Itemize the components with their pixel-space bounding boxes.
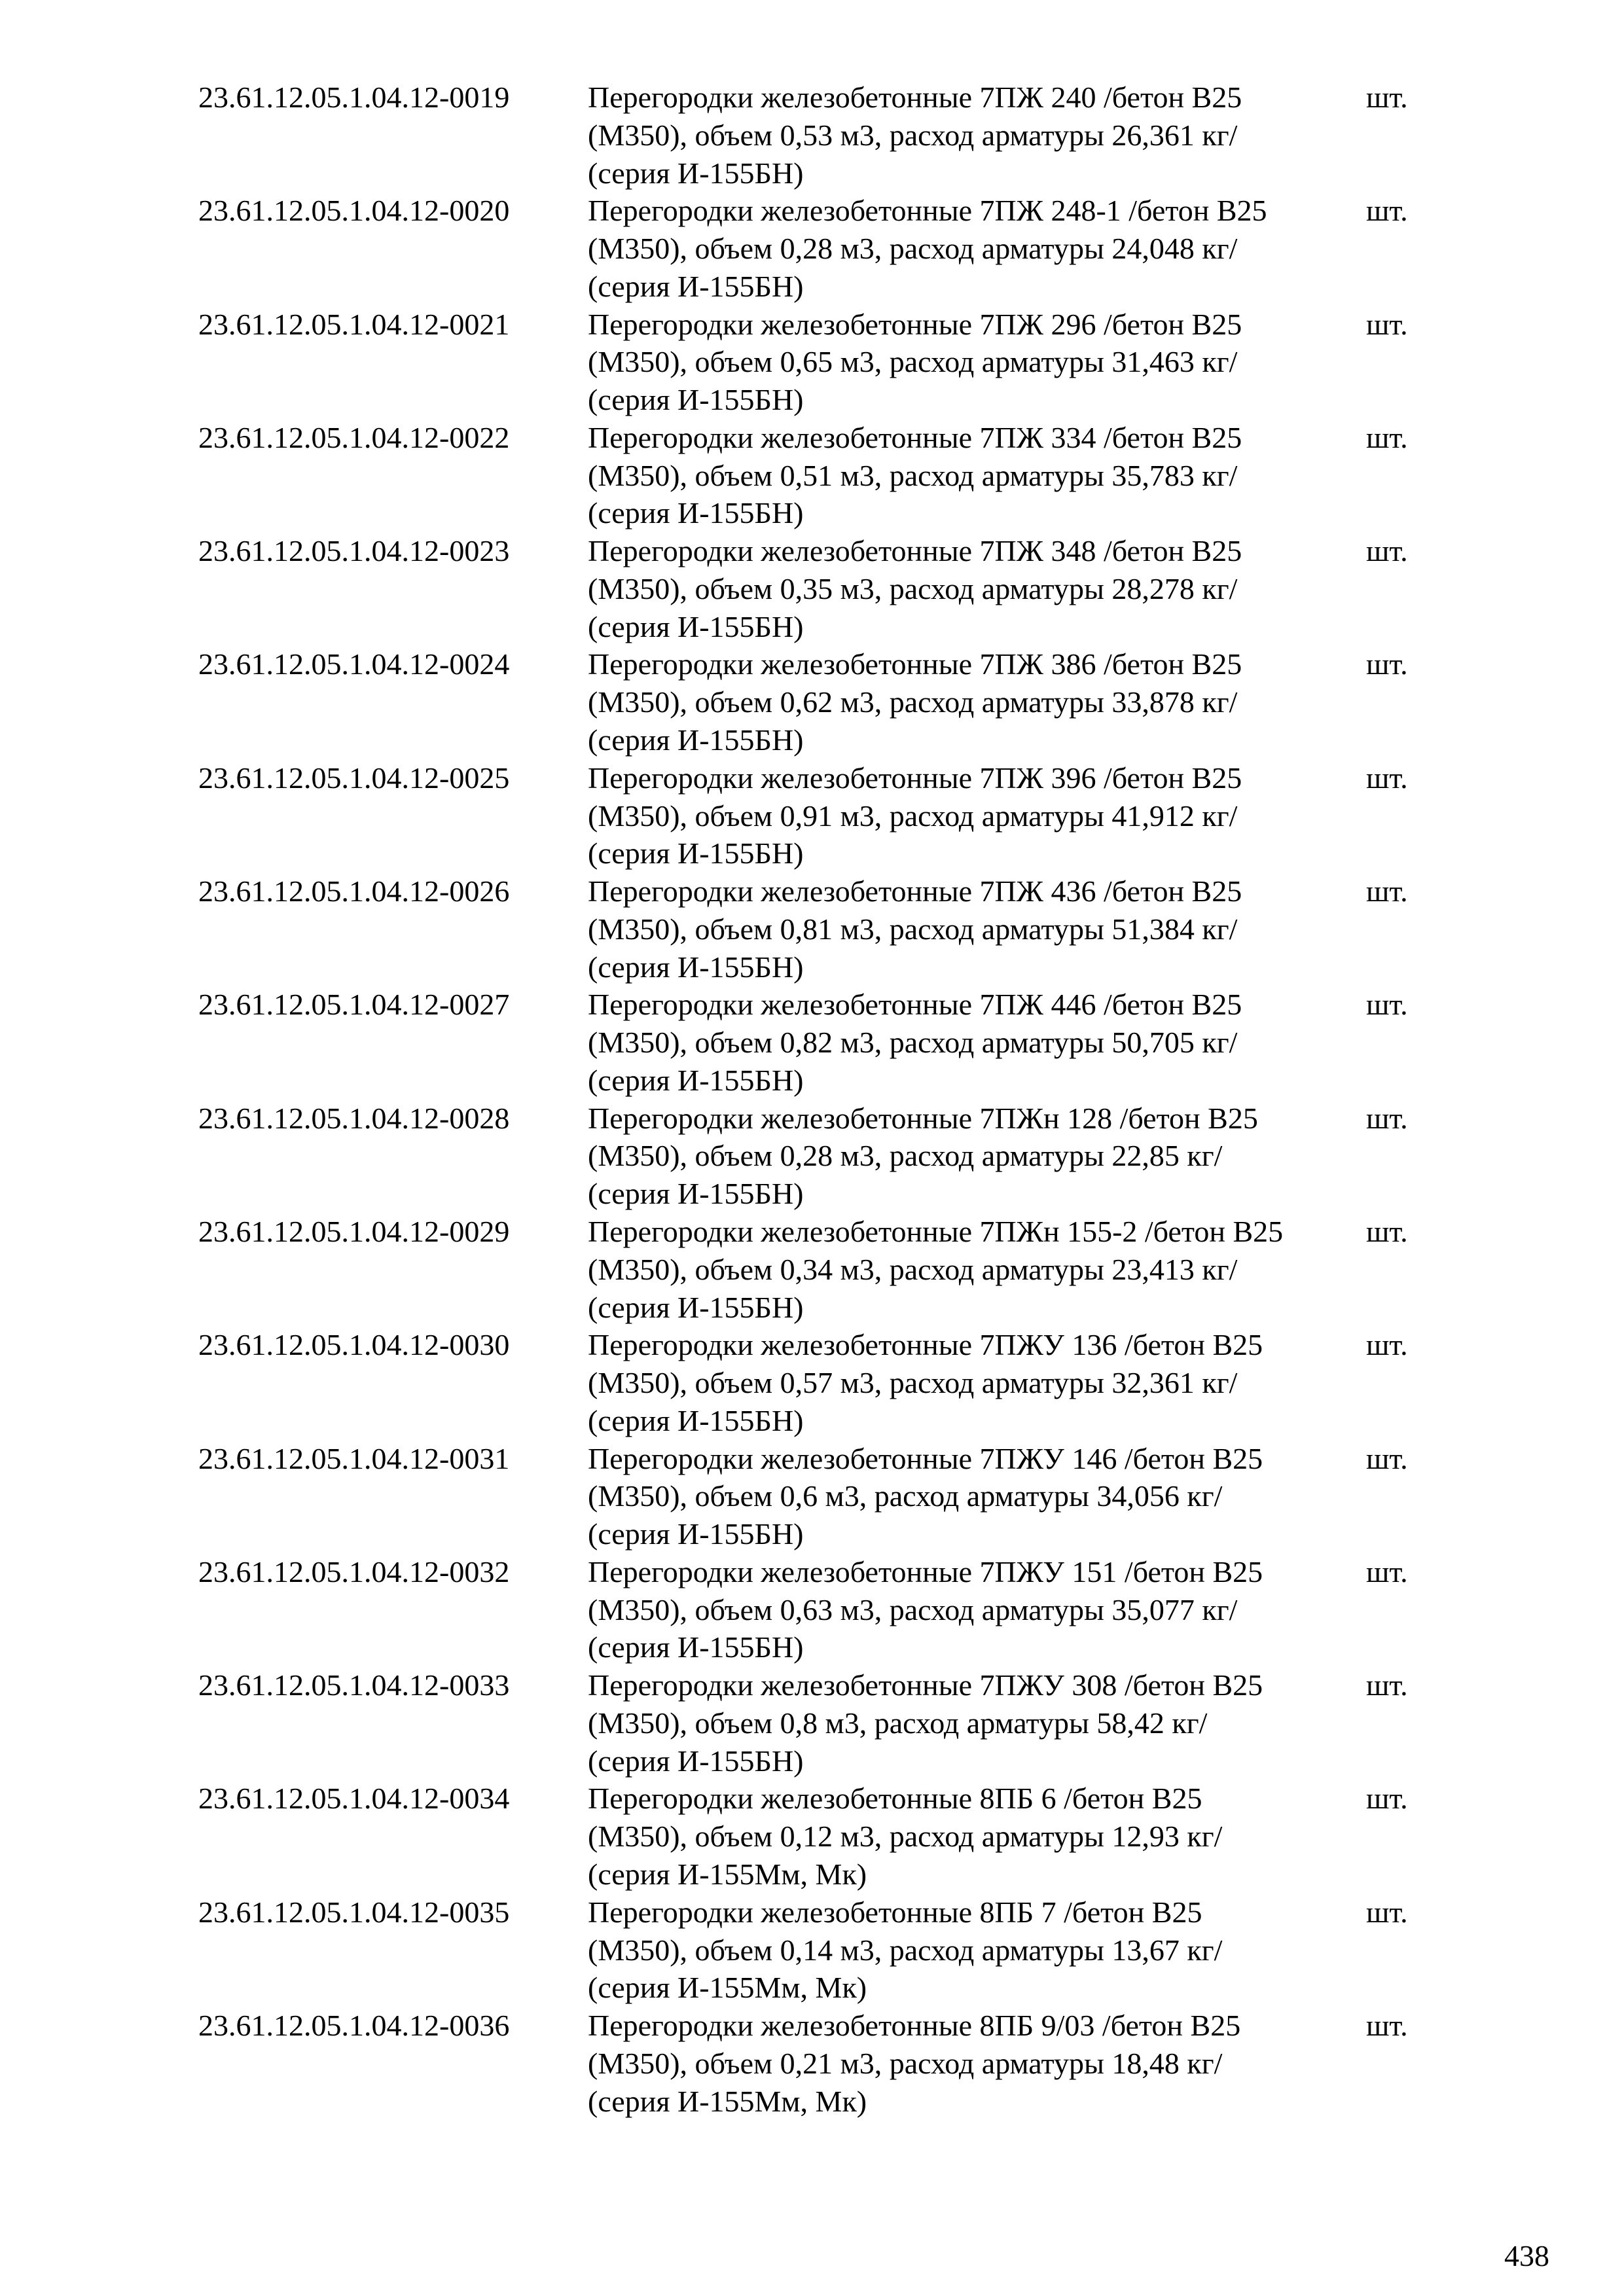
item-name [588, 532, 1242, 645]
page-number: 438 [1504, 2239, 1549, 2272]
item-unit: шт. [1366, 761, 1408, 795]
item-name-line: Перегородки железобетонные 7ПЖ 396 /бетон В25 [588, 761, 1242, 795]
item-name-line: Перегородки железобетонные 7ПЖ 436 /бетон В25 [588, 874, 1242, 908]
list-item [0, 306, 1624, 419]
item-name-line: (М350), объем 0,14 м3, расход арматуры 13,67 кг/ [588, 1933, 1223, 1967]
list-item [0, 192, 1624, 305]
list-item [0, 1553, 1624, 1666]
list-item [0, 1326, 1624, 1439]
item-unit: шт. [1366, 1101, 1408, 1135]
item-name [588, 759, 1242, 872]
item-name-line: (серия И-155БН) [588, 609, 804, 643]
item-unit: шт. [1366, 874, 1408, 908]
item-name [588, 986, 1242, 1099]
item-code: 23.61.12.05.1.04.12-0022 [198, 420, 510, 454]
item-name-line: (М350), объем 0,81 м3, расход арматуры 51,384 кг/ [588, 912, 1238, 946]
item-name-line: (серия И-155БН) [588, 496, 804, 530]
item-name [588, 872, 1242, 986]
item-code: 23.61.12.05.1.04.12-0021 [198, 307, 510, 341]
item-name-line: (М350), объем 0,6 м3, расход арматуры 34,056 кг/ [588, 1479, 1223, 1513]
item-name-line: (М350), объем 0,65 м3, расход арматуры 31,463 кг/ [588, 345, 1238, 379]
list-item [0, 419, 1624, 532]
list-item [0, 986, 1624, 1099]
item-name-line: (М350), объем 0,62 м3, расход арматуры 33,878 кг/ [588, 685, 1238, 719]
item-name [588, 1440, 1263, 1553]
item-name [588, 1893, 1222, 2007]
list-item [0, 872, 1624, 986]
item-unit: шт. [1366, 988, 1408, 1022]
item-name-line: (серия И-155БН) [588, 1177, 804, 1211]
item-name-line: (М350), объем 0,28 м3, расход арматуры 24,048 кг/ [588, 232, 1238, 266]
item-code: 23.61.12.05.1.04.12-0032 [198, 1554, 510, 1588]
list-item [0, 645, 1624, 759]
item-name-line: (серия И-155Мм, Мк) [588, 2084, 867, 2118]
item-name-line: (М350), объем 0,35 м3, расход арматуры 28,278 кг/ [588, 571, 1238, 605]
list-item [0, 1666, 1624, 1780]
item-name-line: Перегородки железобетонные 7ПЖ 446 /бетон В25 [588, 988, 1242, 1022]
item-unit: шт. [1366, 1441, 1408, 1475]
item-name-line: (серия И-155БН) [588, 1063, 804, 1097]
list-item [0, 2007, 1624, 2120]
item-name-line: (М350), объем 0,21 м3, расход арматуры 18,48 кг/ [588, 2046, 1223, 2080]
item-name-line: Перегородки железобетонные 8ПБ 9/03 /бетон В25 [588, 2009, 1241, 2043]
item-name-line: (серия И-155БН) [588, 1517, 804, 1551]
item-name [588, 79, 1242, 192]
item-name-line: (М350), объем 0,28 м3, расход арматуры 22,85 кг/ [588, 1139, 1223, 1173]
item-code: 23.61.12.05.1.04.12-0024 [198, 647, 510, 681]
item-name-line: (серия И-155БН) [588, 1744, 804, 1778]
item-name-line: (М350), объем 0,51 м3, расход арматуры 35,783 кг/ [588, 458, 1238, 492]
item-name-line: (М350), объем 0,8 м3, расход арматуры 58,42 кг/ [588, 1706, 1208, 1740]
item-unit: шт. [1366, 647, 1408, 681]
item-name [588, 1213, 1283, 1326]
item-code: 23.61.12.05.1.04.12-0034 [198, 1782, 510, 1816]
item-name-line: (серия И-155БН) [588, 1630, 804, 1664]
item-name-line: Перегородки железобетонные 7ПЖ 248-1 /бетон В25 [588, 194, 1267, 228]
item-code: 23.61.12.05.1.04.12-0029 [198, 1214, 510, 1248]
item-name-line: (серия И-155Мм, Мк) [588, 1857, 867, 1892]
item-name [588, 192, 1267, 305]
item-name-line: (серия И-155БН) [588, 1290, 804, 1324]
item-name [588, 645, 1242, 759]
item-name-line: (серия И-155БН) [588, 269, 804, 303]
list-item [0, 1213, 1624, 1326]
item-unit: шт. [1366, 1554, 1408, 1588]
item-name-line: (серия И-155БН) [588, 1403, 804, 1437]
item-unit: шт. [1366, 194, 1408, 228]
item-name-line: Перегородки железобетонные 7ПЖн 155-2 /бетон В25 [588, 1214, 1284, 1248]
item-unit: шт. [1366, 534, 1408, 568]
item-name-line: (М350), объем 0,34 м3, расход арматуры 23,413 кг/ [588, 1252, 1238, 1286]
item-name [588, 2007, 1240, 2120]
item-name-line: Перегородки железобетонные 7ПЖ 334 /бетон В25 [588, 420, 1242, 454]
item-code: 23.61.12.05.1.04.12-0028 [198, 1101, 510, 1135]
item-name-line: (серия И-155БН) [588, 383, 804, 417]
item-name [588, 1100, 1258, 1213]
item-name-line: Перегородки железобетонные 7ПЖУ 308 /бетон В25 [588, 1668, 1263, 1702]
list-item [0, 79, 1624, 192]
item-name-line: (М350), объем 0,57 м3, расход арматуры 32,361 кг/ [588, 1366, 1238, 1400]
item-unit: шт. [1366, 81, 1408, 114]
list-item [0, 1440, 1624, 1553]
item-name [588, 1666, 1263, 1780]
item-name [588, 1780, 1222, 1893]
item-name-line: Перегородки железобетонные 7ПЖ 386 /бетон В25 [588, 647, 1242, 681]
item-name-line: (М350), объем 0,63 м3, расход арматуры 35,077 кг/ [588, 1592, 1238, 1626]
item-name-line: (М350), объем 0,53 м3, расход арматуры 26,361 кг/ [588, 118, 1238, 152]
item-name [588, 419, 1242, 532]
item-name [588, 1326, 1263, 1439]
list-item [0, 1780, 1624, 1893]
item-code: 23.61.12.05.1.04.12-0030 [198, 1328, 510, 1362]
item-name-line: Перегородки железобетонные 7ПЖ 348 /бетон В25 [588, 534, 1242, 568]
list-item [0, 759, 1624, 872]
item-name-line: (М350), объем 0,82 м3, расход арматуры 50,705 кг/ [588, 1026, 1238, 1060]
item-name-line: (серия И-155Мм, Мк) [588, 1971, 867, 2005]
item-unit: шт. [1366, 2009, 1408, 2043]
item-name-line: (серия И-155БН) [588, 156, 804, 190]
item-unit: шт. [1366, 420, 1408, 454]
item-unit: шт. [1366, 1668, 1408, 1702]
item-name-line: Перегородки железобетонные 7ПЖУ 151 /бетон В25 [588, 1554, 1263, 1588]
item-name-line: (М350), объем 0,91 м3, расход арматуры 41,912 кг/ [588, 798, 1238, 833]
item-name-line: (серия И-155БН) [588, 836, 804, 870]
item-unit: шт. [1366, 1895, 1408, 1929]
item-code: 23.61.12.05.1.04.12-0019 [198, 81, 510, 114]
item-code: 23.61.12.05.1.04.12-0020 [198, 194, 510, 228]
item-code: 23.61.12.05.1.04.12-0026 [198, 874, 510, 908]
item-name [588, 306, 1242, 419]
item-code: 23.61.12.05.1.04.12-0027 [198, 988, 510, 1022]
item-name-line: Перегородки железобетонные 8ПБ 7 /бетон В25 [588, 1895, 1202, 1929]
item-code: 23.61.12.05.1.04.12-0036 [198, 2009, 510, 2043]
list-item [0, 1100, 1624, 1213]
item-unit: шт. [1366, 1782, 1408, 1816]
item-name [588, 1553, 1263, 1666]
item-name-line: Перегородки железобетонные 8ПБ 6 /бетон В25 [588, 1782, 1202, 1816]
item-name-line: Перегородки железобетонные 7ПЖ 240 /бетон В25 [588, 81, 1242, 114]
item-name-line: Перегородки железобетонные 7ПЖ 296 /бетон В25 [588, 307, 1242, 341]
item-unit: шт. [1366, 1328, 1408, 1362]
item-unit: шт. [1366, 1214, 1408, 1248]
item-unit: шт. [1366, 307, 1408, 341]
item-code: 23.61.12.05.1.04.12-0031 [198, 1441, 510, 1475]
item-name-line: (М350), объем 0,12 м3, расход арматуры 12,93 кг/ [588, 1820, 1223, 1854]
item-code: 23.61.12.05.1.04.12-0025 [198, 761, 510, 795]
item-name-line: Перегородки железобетонные 7ПЖн 128 /бетон В25 [588, 1101, 1258, 1135]
list-item [0, 1893, 1624, 2007]
item-name-line: (серия И-155БН) [588, 950, 804, 984]
item-name-line: Перегородки железобетонные 7ПЖУ 136 /бетон В25 [588, 1328, 1263, 1362]
list-item [0, 532, 1624, 645]
resource-list [0, 79, 1624, 2120]
item-name-line: (серия И-155БН) [588, 723, 804, 757]
item-code: 23.61.12.05.1.04.12-0033 [198, 1668, 510, 1702]
item-code: 23.61.12.05.1.04.12-0035 [198, 1895, 510, 1929]
item-name-line: Перегородки железобетонные 7ПЖУ 146 /бетон В25 [588, 1441, 1263, 1475]
item-code: 23.61.12.05.1.04.12-0023 [198, 534, 510, 568]
